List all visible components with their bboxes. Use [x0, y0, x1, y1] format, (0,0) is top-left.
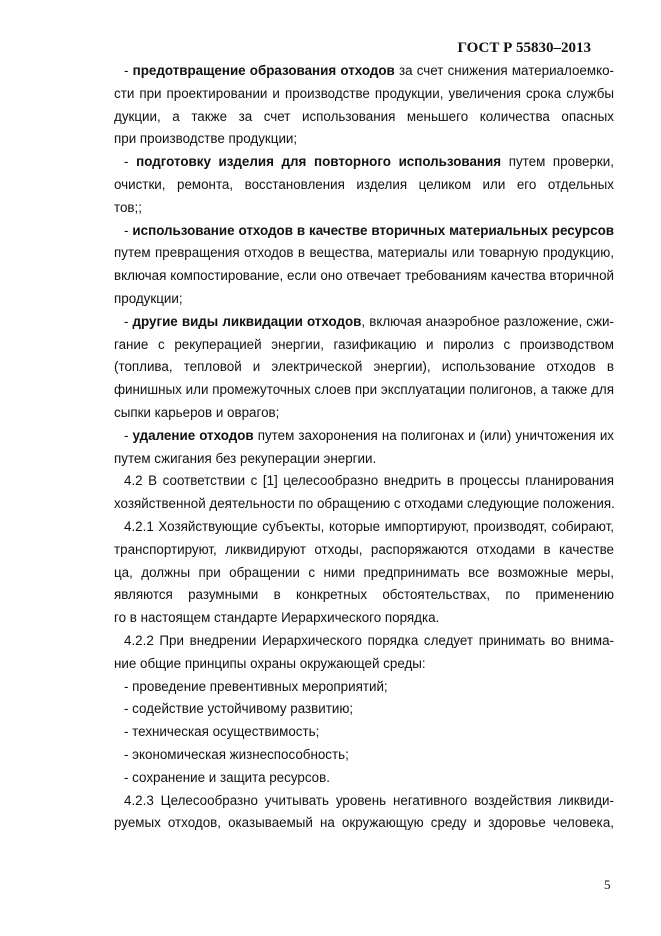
- text-line: - содействие устойчивому развитию;: [124, 701, 354, 717]
- text-line: тов;;: [114, 199, 142, 215]
- bold-term: использование отходов в качестве вторичных материальных ресурсов: [132, 222, 614, 238]
- text-line: [124, 425, 614, 448]
- text-line: путем сжигания без рекуперации энергии.: [114, 450, 377, 466]
- text-line: продукции;: [114, 290, 183, 306]
- bold-term: удаление отходов: [132, 427, 254, 443]
- text-line: финишных или промежуточных слоев при эксплуатации полигонов, а также для: [114, 382, 614, 398]
- line-text: путем захоронения на полигонах и (или) уничтожения их: [253, 427, 614, 443]
- text-line: дукции, а также за счет использования меньшего количества опасных: [114, 108, 614, 124]
- text-line: - сохранение и защита ресурсов.: [124, 769, 330, 785]
- list-dash: -: [124, 154, 137, 170]
- text-line: сыпки карьеров и оврагов;: [114, 404, 280, 420]
- text-line: очистки, ремонта, восстановления изделия целиком или его отдельных: [114, 176, 614, 192]
- text-line: [124, 311, 614, 334]
- text-line: являются разумными в конкретных обстоятельствах, по применению: [114, 587, 614, 603]
- text-line: - экономическая жизнеспособность;: [124, 746, 349, 762]
- text-line: 4.2.1 Хозяйствующие субъекты, которые импортируют, производят, собирают,: [124, 518, 614, 534]
- text-line: сти при проектировании и производстве продукции, увеличения срока службы: [114, 85, 614, 101]
- list-dash: -: [124, 222, 133, 238]
- list-dash: -: [124, 313, 133, 329]
- standard-header: ГОСТ Р 55830–2013: [457, 40, 591, 56]
- bold-term: другие виды ликвидации отходов: [132, 313, 362, 329]
- text-line: хозяйственной деятельности по обращению с отходами следующие положения.: [114, 496, 615, 512]
- line-text: за счет снижения материалоемко-: [394, 63, 614, 78]
- text-line: (топлива, тепловой и электрической энергии), использование отходов в: [114, 359, 614, 375]
- page-number: 5: [604, 877, 611, 892]
- line-text: , включая анаэробное разложение, сжи-: [361, 313, 614, 329]
- text-line: руемых отходов, оказываемый на окружающую среду и здоровье человека,: [114, 815, 614, 831]
- text-line: 4.2.2 При внедрении Иерархического порядка следует принимать во внима-: [124, 632, 614, 648]
- bold-term: предотвращение образования отходов: [132, 63, 395, 78]
- text-line: - проведение превентивных мероприятий;: [124, 678, 388, 694]
- text-line: [124, 60, 614, 83]
- text-line: 4.2 В соответствии с [1] целесообразно внедрить в процессы планирования: [124, 473, 614, 489]
- text-line: 4.2.3 Целесообразно учитывать уровень негативного воздействия ликвиди-: [124, 792, 614, 808]
- text-line: при производстве продукции;: [114, 131, 298, 147]
- list-dash: -: [124, 427, 133, 443]
- bold-term: подготовку изделия для повторного использования: [136, 154, 502, 170]
- text-line: - техническая осуществимость;: [124, 724, 320, 740]
- text-line: го в настоящем стандарте Иерархического порядка.: [114, 610, 440, 626]
- list-dash: -: [124, 63, 133, 78]
- document-body: [114, 60, 614, 835]
- text-line: ца, должны при обращении с ними предпринимать все возможные меры,: [114, 564, 614, 580]
- text-line: транспортируют, ликвидируют отходы, распоряжаются отходами в качестве: [114, 541, 614, 557]
- text-line: [124, 151, 614, 174]
- text-line: включая компостирование, если оно отвечает требованиям качества вторичной: [114, 268, 614, 284]
- text-line: гание с рекуперацией энергии, газификацию и пиролиз с производством: [114, 336, 614, 352]
- text-line: ние общие принципы охраны окружающей среды:: [114, 655, 426, 671]
- text-line: путем превращения отходов в вещества, материалы или товарную продукцию,: [114, 245, 614, 261]
- text-line: [124, 220, 614, 243]
- line-text: путем проверки,: [501, 154, 614, 170]
